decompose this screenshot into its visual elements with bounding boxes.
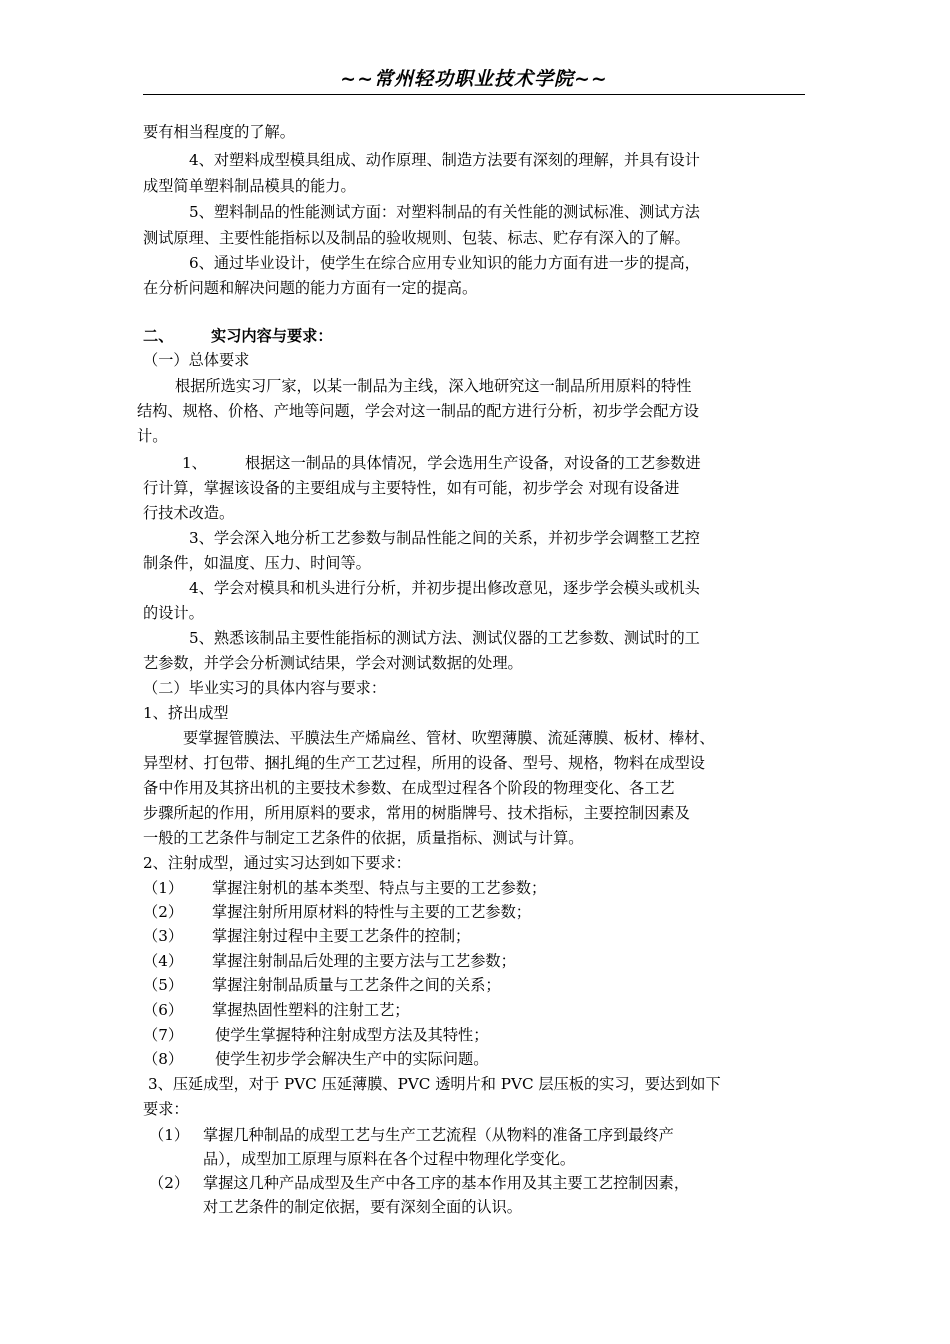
text-line: 4、对塑料成型模具组成、动作原理、制造方法要有深刻的理解，并具有设计	[189, 151, 700, 169]
text-line: 一般的工艺条件与制定工艺条件的依据，质量指标、测试与计算。	[143, 829, 584, 847]
list-item: 掌握注射过程中主要工艺条件的控制；	[212, 927, 471, 945]
list-item: 掌握热固性塑料的注射工艺；	[212, 1001, 410, 1019]
list-number: （4）	[143, 952, 184, 970]
list-number: 1、	[182, 454, 207, 472]
list-item: 掌握几种制品的成型工艺与生产工艺流程（从物料的准备工序到最终产	[203, 1126, 674, 1144]
list-number: （3）	[143, 927, 184, 945]
list-number: （2）	[149, 1174, 190, 1192]
text-line: 计。	[137, 427, 168, 445]
text-line: 行计算，掌握该设备的主要组成与主要特性，如有可能，初步学会 对现有设备进	[143, 479, 680, 497]
item-heading: 2、注射成型，通过实习达到如下要求：	[143, 854, 411, 872]
text-line: 艺参数，并学会分析测试结果，学会对测试数据的处理。	[143, 654, 523, 672]
text-line: 根据所选实习厂家，以某一制品为主线，深入地研究这一制品所用原料的特性	[175, 377, 692, 395]
list-item: 使学生初步学会解决生产中的实际问题。	[215, 1050, 489, 1068]
list-number: （1）	[149, 1126, 190, 1144]
text-line: 5、熟悉该制品主要性能指标的测试方法、测试仪器的工艺参数、测试时的工	[189, 629, 700, 647]
header-title: ~~常州轻功职业技术学院~~	[340, 68, 608, 90]
list-item-continued: 品），成型加工原理与原料在各个过程中物理化学变化。	[203, 1150, 576, 1168]
item-heading: 1、挤出成型	[143, 704, 229, 722]
list-item-continued: 对工艺条件的制定依据，要有深刻全面的认识。	[203, 1198, 522, 1216]
list-item: 掌握注射所用原材料的特性与主要的工艺参数；	[212, 903, 531, 921]
subsection-heading: （二）毕业实习的具体内容与要求：	[143, 679, 386, 697]
text-line: 备中作用及其挤出机的主要技术参数、在成型过程各个阶段的物理变化、各工艺	[143, 779, 675, 797]
list-number: （5）	[143, 976, 184, 994]
text-line: 结构、规格、价格、产地等问题，学会对这一制品的配方进行分析，初步学会配方设	[137, 402, 699, 420]
page-header	[143, 62, 805, 95]
text-line: 的设计。	[143, 604, 204, 622]
list-number: （8）	[143, 1050, 184, 1068]
list-number: （1）	[143, 879, 184, 897]
list-number: （6）	[143, 1001, 184, 1019]
text-line: 3、压延成型，对于 PVC 压延薄膜、PVC 透明片和 PVC 层压板的实习，要达到如下	[148, 1075, 721, 1093]
list-item: 掌握这几种产品成型及生产中各工序的基本作用及其主要工艺控制因素，	[203, 1174, 689, 1192]
text-line: 4、学会对模具和机头进行分析，并初步提出修改意见，逐步学会模头或机头	[189, 579, 700, 597]
text-line: 制条件，如温度、压力、时间等。	[143, 554, 371, 572]
text-line: 异型材、打包带、捆扎绳的生产工艺过程，所用的设备、型号、规格，物料在成型设	[143, 754, 705, 772]
list-item: 掌握注射机的基本类型、特点与主要的工艺参数；	[212, 879, 547, 897]
list-item: 掌握注射制品质量与工艺条件之间的关系；	[212, 976, 501, 994]
text-line: 6、通过毕业设计，使学生在综合应用专业知识的能力方面有进一步的提高，	[189, 254, 700, 272]
text-line: 测试原理、主要性能指标以及制品的验收规则、包装、标志、贮存有深入的了解。	[143, 229, 690, 247]
text-line: 行技术改造。	[143, 504, 235, 522]
text-line: 成型简单塑料制品模具的能力。	[143, 177, 356, 195]
text-line: 在分析问题和解决问题的能力方面有一定的提高。	[143, 279, 478, 297]
text-line: 根据这一制品的具体情况，学会选用生产设备，对设备的工艺参数进	[245, 454, 701, 472]
text-line: 要求：	[143, 1100, 189, 1118]
text-line: 步骤所起的作用，所用原料的要求，常用的树脂牌号、技术指标，主要控制因素及	[143, 804, 690, 822]
text-line: 5、塑料制品的性能测试方面：对塑料制品的有关性能的测试标准、测试方法	[189, 203, 700, 221]
list-item: 使学生掌握特种注射成型方法及其特性；	[215, 1026, 489, 1044]
text-line: 3、学会深入地分析工艺参数与制品性能之间的关系，并初步学会调整工艺控	[189, 529, 700, 547]
text-line: 要掌握管膜法、平膜法生产烯扁丝、管材、吹塑薄膜、流延薄膜、板材、棒材、	[183, 729, 715, 747]
section-title: 实习内容与要求：	[211, 327, 333, 345]
list-item: 掌握注射制品后处理的主要方法与工艺参数；	[212, 952, 516, 970]
list-number: （7）	[143, 1026, 184, 1044]
subsection-heading: （一）总体要求	[143, 351, 250, 369]
section-number: 二、	[143, 327, 174, 345]
list-number: （2）	[143, 903, 184, 921]
text-line: 要有相当程度的了解。	[143, 123, 295, 141]
